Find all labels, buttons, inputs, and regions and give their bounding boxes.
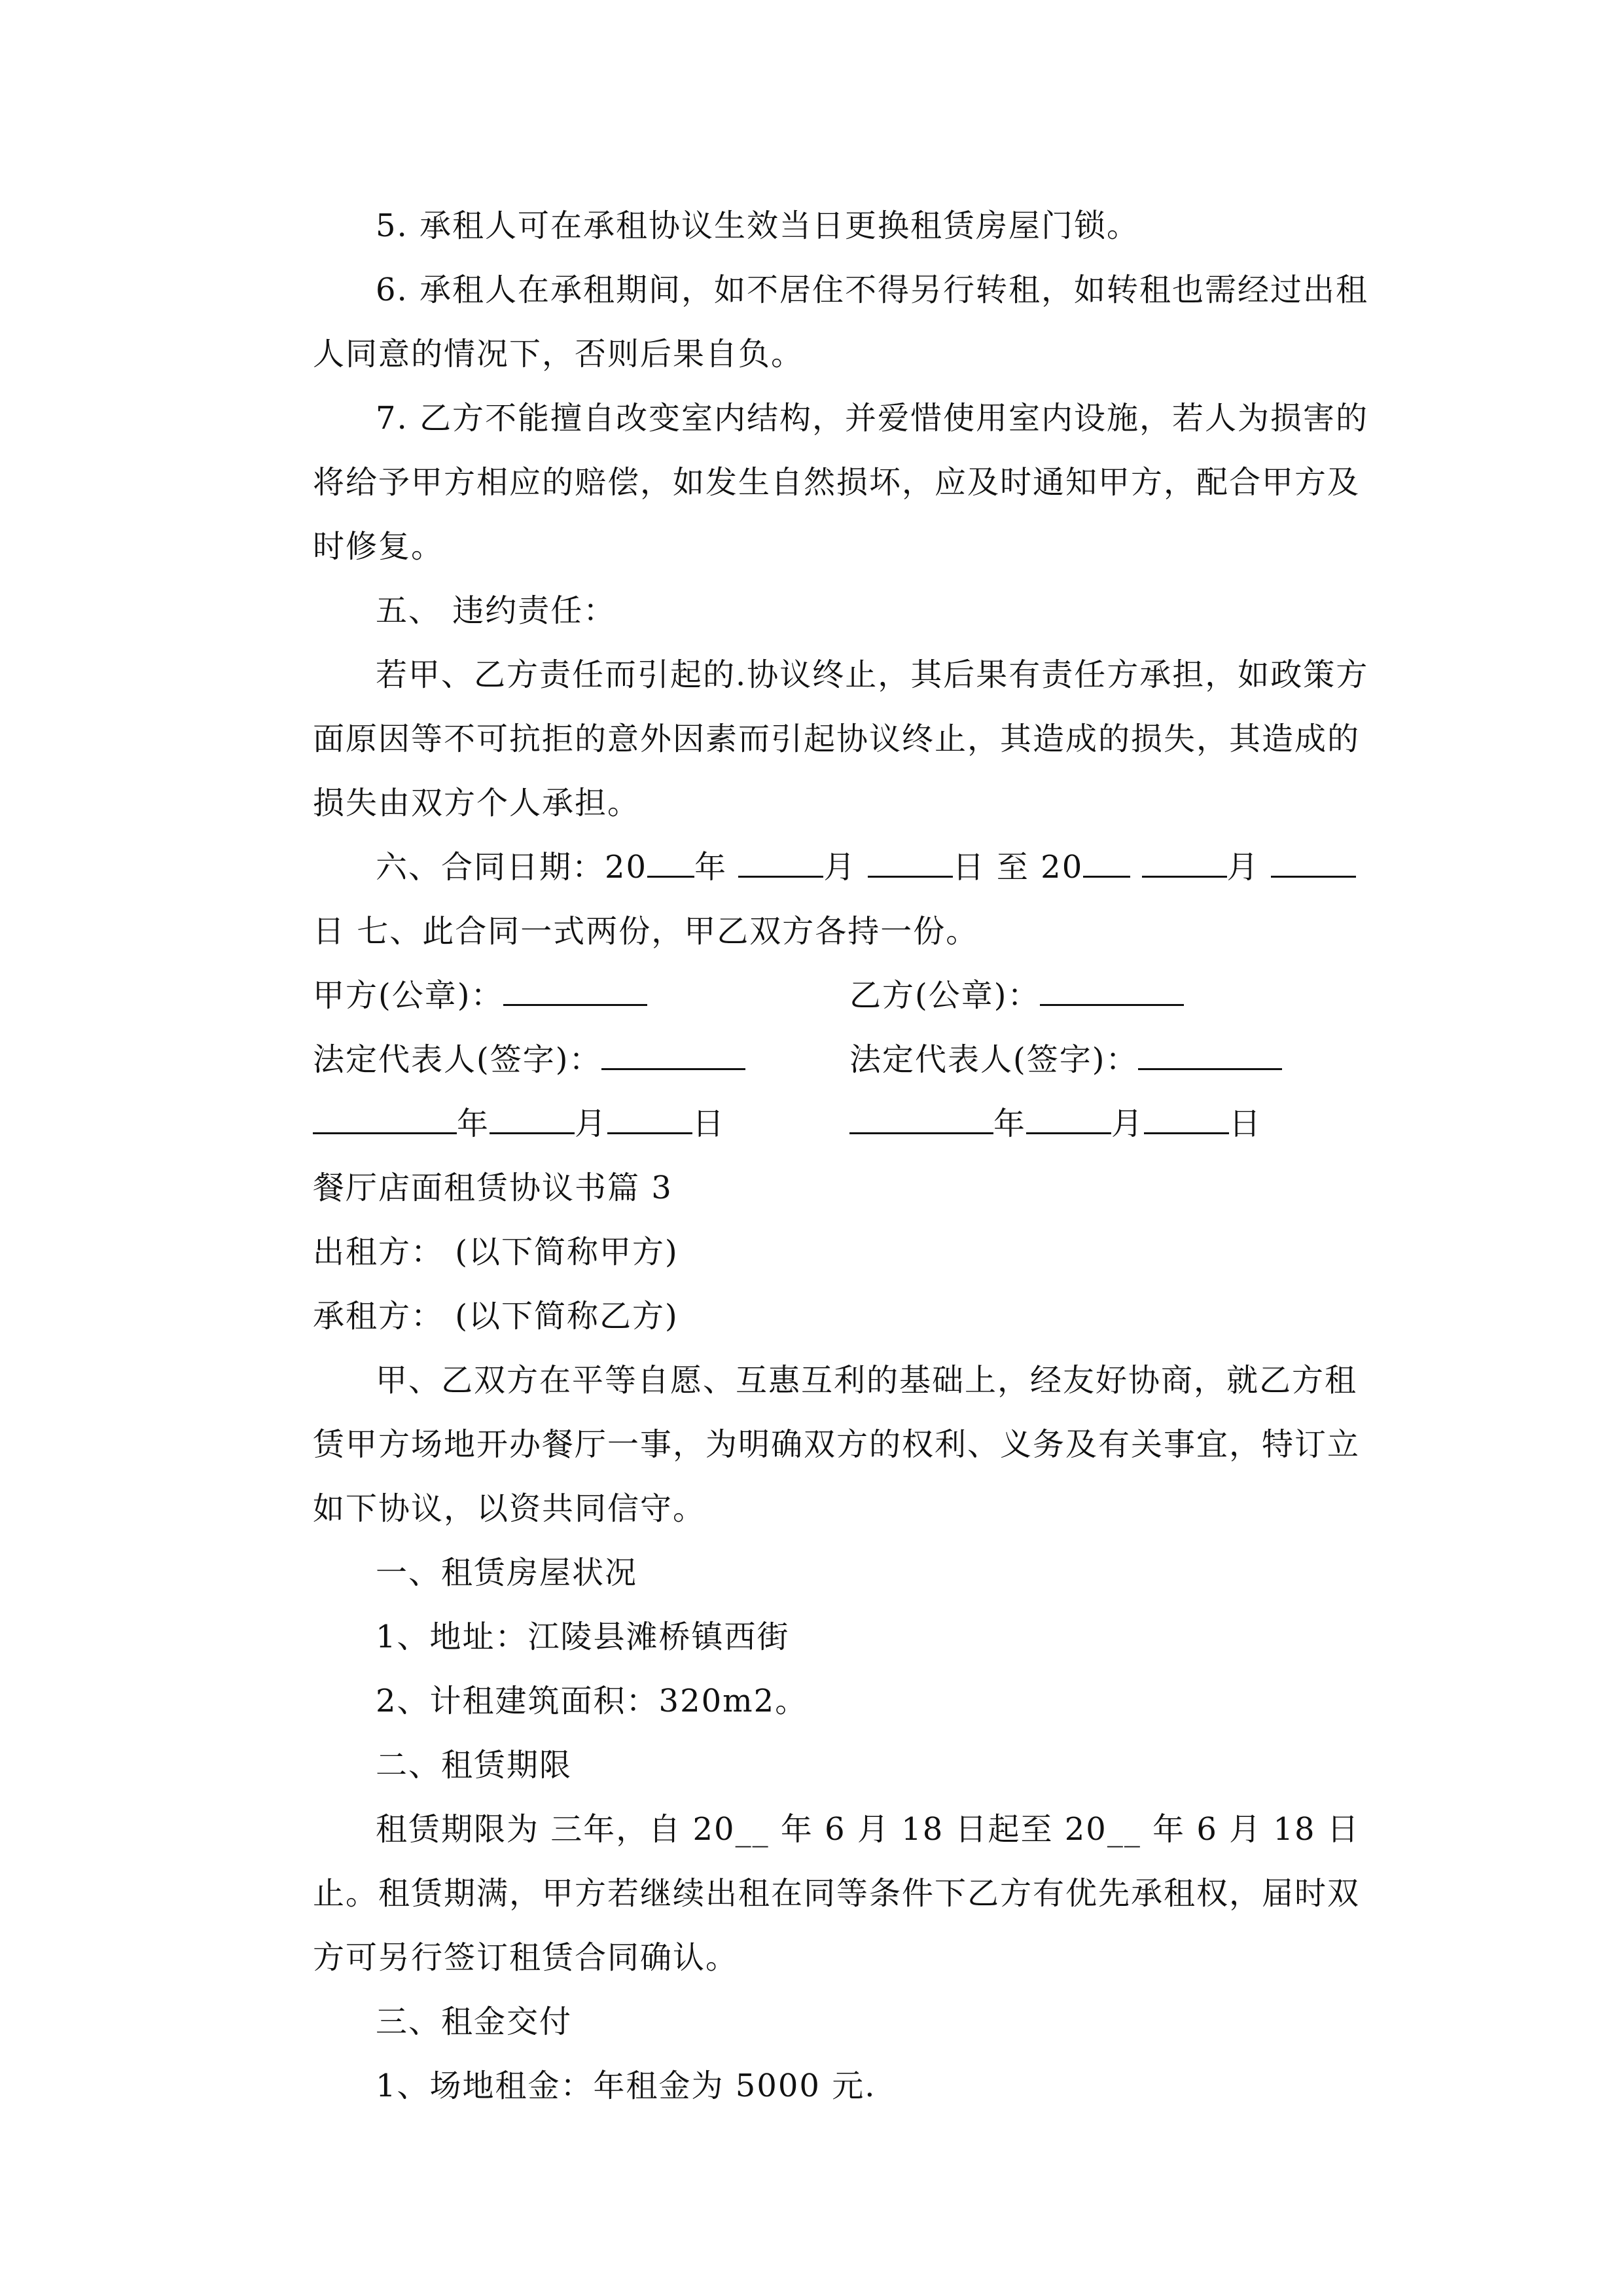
section-rent-title: 三、租金交付 [376, 2003, 573, 2040]
rent-line: 1、场地租金：年租金为 5000 元. [376, 2068, 876, 2104]
blank-line [1083, 853, 1130, 878]
lessee-line: 承租方： (以下简称乙方) [313, 1298, 679, 1335]
breach-paragraph: 若甲、乙方责任而引起的.协议终止，其后果有责任方承担，如政策方面原因等不可抗拒的意外因素而引起协议终止，其造成的损失，其造成的损失由双方个人承担。 [313, 656, 1369, 821]
signature-row-seal [313, 963, 1383, 1028]
party-a-rep-label: 法定代表人(签字)： [313, 1041, 602, 1078]
blank-line [601, 1046, 745, 1070]
section-term-title: 二、租赁期限 [376, 1747, 573, 1784]
party-a-seal-label: 甲方(公章)： [313, 977, 504, 1014]
blank-line [313, 1110, 457, 1134]
date-month-label: 月 [575, 1105, 608, 1142]
date-month-label-b: 月 [1111, 1105, 1145, 1142]
date-day-label: 日 [692, 1105, 726, 1142]
contract-date-prefix: 六、合同日期：20 [376, 849, 648, 886]
blank-line [503, 982, 647, 1006]
document-body [313, 194, 1383, 2118]
blank-line [1138, 1046, 1282, 1070]
blank-line [1142, 853, 1227, 878]
date-year-label: 年 [457, 1105, 490, 1142]
blank-line [647, 853, 694, 878]
blank-line [1026, 1110, 1111, 1134]
blank-line [849, 1110, 993, 1134]
blank-line [738, 853, 823, 878]
contract-date-paragraph [313, 835, 1383, 963]
section-breach-title: 五、 违约责任： [376, 592, 616, 629]
term-paragraph: 租赁期限为 三年，自 20__ 年 6 月 18 日起至 20__ 年 6 月 18 日止。租赁期满，甲方若继续出租在同等条件下乙方有优先承租权，届时双方可另行签订租赁合同确认。 [313, 1811, 1361, 1976]
contract-date-mid: 日 至 20 [952, 849, 1084, 886]
preamble-paragraph: 甲、乙双方在平等自愿、互惠互利的基础上，经友好协商，就乙方租赁甲方场地开办餐厅一事，为明确双方的权利、义务及有关事宜，特订立如下协议，以资共同信守。 [313, 1362, 1361, 1527]
signature-row-date [313, 1092, 1383, 1156]
blank-line [490, 1110, 575, 1134]
clause-6: 6. 承租人在承租期间，如不居住不得另行转租，如转租也需经过出租人同意的情况下，否则后果自负。 [313, 272, 1369, 372]
address-line: 1、地址：江陵县滩桥镇西街 [376, 1619, 790, 1655]
contract-date-month-label-2: 月 [1226, 849, 1260, 886]
blank-line [868, 853, 953, 878]
party-b-rep-label: 法定代表人(签字)： [849, 1041, 1139, 1078]
signature-row-representative [313, 1028, 1383, 1092]
contract-date-suffix: 日 七、此合同一式两份，甲乙双方各持一份。 [313, 913, 979, 950]
blank-line [1144, 1110, 1229, 1134]
date-year-label-b: 年 [993, 1105, 1027, 1142]
contract-date-year-label: 年 [694, 849, 728, 886]
contract-date-month-label: 月 [823, 849, 857, 886]
blank-line [1040, 982, 1184, 1006]
area-line: 2、计租建筑面积：320m2。 [376, 1683, 808, 1719]
lessor-line: 出租方： (以下简称甲方) [313, 1234, 679, 1270]
section-property-title: 一、租赁房屋状况 [376, 1554, 638, 1591]
clause-5: 5. 承租人可在承租协议生效当日更换租赁房屋门锁。 [376, 207, 1140, 244]
blank-line [607, 1110, 692, 1134]
date-day-label-b: 日 [1229, 1105, 1262, 1142]
blank-line [1271, 853, 1356, 878]
chapter-title: 餐厅店面租赁协议书篇 3 [313, 1170, 673, 1206]
party-b-seal-label: 乙方(公章)： [849, 977, 1041, 1014]
clause-7: 7. 乙方不能擅自改变室内结构，并爱惜使用室内设施，若人为损害的将给予甲方相应的赔偿，如发生自然损坏，应及时通知甲方，配合甲方及时修复。 [313, 400, 1369, 565]
